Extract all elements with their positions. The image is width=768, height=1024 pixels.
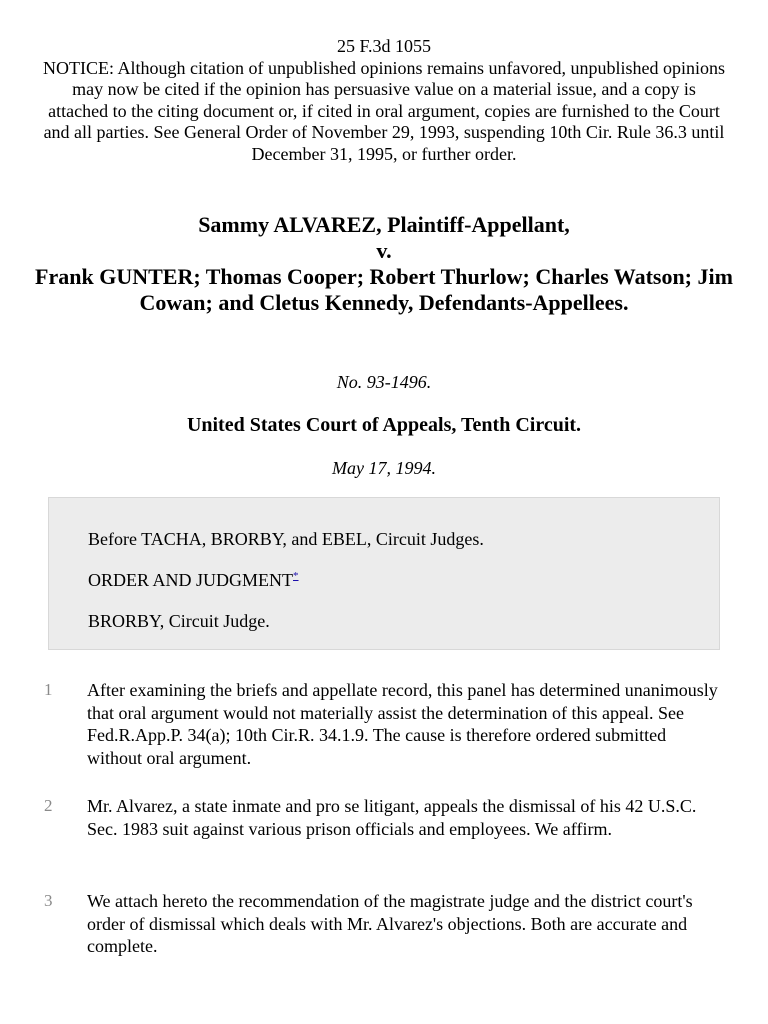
court-name: United States Court of Appeals, Tenth Circuit. (186, 414, 582, 436)
footnote-link[interactable]: * (293, 570, 299, 582)
reporter-citation: 25 F.3d 1055 (336, 36, 432, 56)
order-title-line (88, 569, 299, 591)
paragraph-text: We attach hereto the recommendation of the magistrate judge and the district court's order of dismissal which deals with Mr. Alvarez's objections. Both are accurate and complete. (87, 891, 693, 956)
case-caption (20, 212, 748, 316)
judges-panel (48, 497, 720, 650)
paragraph-text: Mr. Alvarez, a state inmate and pro se litigant, appeals the dismissal of his 42 U.S.C. Sec. 1983 suit against various prison officials and employees. We affirm. (87, 796, 697, 839)
opinion-author: BRORBY, Circuit Judge. (88, 611, 270, 631)
header-block (40, 36, 728, 165)
paragraph-number: 1 (44, 680, 53, 699)
unpublished-notice: NOTICE: Although citation of unpublished opinions remains unfavored, unpublished opinions may now be cited if the opinion has persuasive value on a material issue, and a copy is attached to the citing document or, if cited in oral argument, copies are furnished to the Court and all parties. See General Order of November 29, 1993, suspending 10th Cir. Rule 36.3 until December 31, 1995, or further order. (43, 57, 725, 164)
docket-number: No. 93-1496. (336, 372, 432, 392)
defendants-line: Frank GUNTER; Thomas Cooper; Robert Thurlow; Charles Watson; Jim Cowan; and Cletus Kennedy, Defendants-Appellees. (35, 264, 733, 315)
order-title: ORDER AND JUDGMENT (88, 570, 294, 590)
versus-line: v. (376, 238, 392, 263)
paragraph-text: After examining the briefs and appellate record, this panel has determined unanimously that oral argument would not materially assist the determination of this appeal. See Fed.R.App.P. 34(a); 10th Cir.R. 34.1.9. The cause is therefore ordered submitted without oral argument. (87, 680, 718, 768)
paragraph-number: 2 (44, 796, 53, 815)
plaintiff-line: Sammy ALVAREZ, Plaintiff-Appellant, (198, 212, 570, 237)
paragraph-number: 3 (44, 891, 53, 910)
panel-judges: Before TACHA, BRORBY, and EBEL, Circuit Judges. (88, 529, 484, 549)
decision-date: May 17, 1994. (332, 458, 436, 478)
